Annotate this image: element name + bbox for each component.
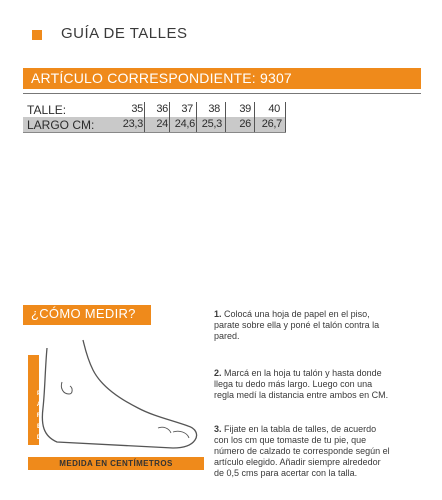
length-cell: 23,3 <box>122 118 143 130</box>
size-row <box>23 102 286 117</box>
step-2 <box>214 368 392 401</box>
wall-label-letter: D <box>36 435 42 441</box>
table-divider <box>144 102 145 132</box>
size-cell: 37 <box>181 103 193 115</box>
wall-label-letter: E <box>36 424 41 430</box>
step-number: 1. <box>214 309 222 319</box>
step-text: Colocá una hoja de papel en el piso, parate sobre ella y poné el talón contra la pared. <box>214 309 380 341</box>
step-number: 2. <box>214 368 222 378</box>
size-cell: 39 <box>239 103 251 115</box>
step-text: Fijate en la tabla de talles, de acuerdo con los cm que tomaste de tu pie, que número de calzado te corresponde según el artículo elegido. Añadir siempre alrededor de 0,5 cms para acertar con la talla. <box>214 424 390 478</box>
length-row <box>23 117 286 132</box>
size-cell: 35 <box>131 103 143 115</box>
title-square-icon <box>32 30 42 40</box>
step-text: Marcá en la hoja tu talón y hasta donde llega tu dedo más largo. Luego con una regla medí la distancia entre ambos en CM. <box>214 368 389 400</box>
length-cell: 24 <box>156 118 168 130</box>
ruler-bar <box>28 457 204 470</box>
step-3 <box>214 424 392 479</box>
step-1 <box>214 309 392 342</box>
length-cell: 24,6 <box>174 118 195 130</box>
table-divider <box>169 102 170 132</box>
article-banner-text: ARTÍCULO CORRESPONDIENTE: 9307 <box>31 70 292 86</box>
how-to-banner-text: ¿CÓMO MEDIR? <box>31 306 136 321</box>
article-banner <box>23 68 421 89</box>
table-divider <box>285 102 286 132</box>
size-cell: 40 <box>268 103 280 115</box>
size-row-label: TALLE: <box>27 103 67 117</box>
length-cell: 26 <box>239 118 251 130</box>
table-divider <box>196 102 197 132</box>
wall-label-letter: R <box>36 413 42 419</box>
length-cell: 25,3 <box>201 118 222 130</box>
table-divider <box>254 102 255 132</box>
banner-rule <box>23 93 421 94</box>
ruler-label: MEDIDA EN CENTÍMETROS <box>59 459 173 468</box>
table-divider <box>225 102 226 132</box>
foot-outline-icon <box>23 330 213 460</box>
length-cell: 26,7 <box>261 118 282 130</box>
page-title: GUÍA DE TALLES <box>61 25 188 42</box>
how-to-banner <box>23 305 151 325</box>
table-bottom-rule <box>23 132 286 133</box>
step-number: 3. <box>214 424 222 434</box>
wall-label-letter: A <box>36 402 42 408</box>
size-cell: 36 <box>156 103 168 115</box>
length-row-label: LARGO CM: <box>27 118 95 132</box>
wall-label-letter: P <box>36 391 41 397</box>
foot-diagram <box>23 330 213 490</box>
size-cell: 38 <box>208 103 220 115</box>
